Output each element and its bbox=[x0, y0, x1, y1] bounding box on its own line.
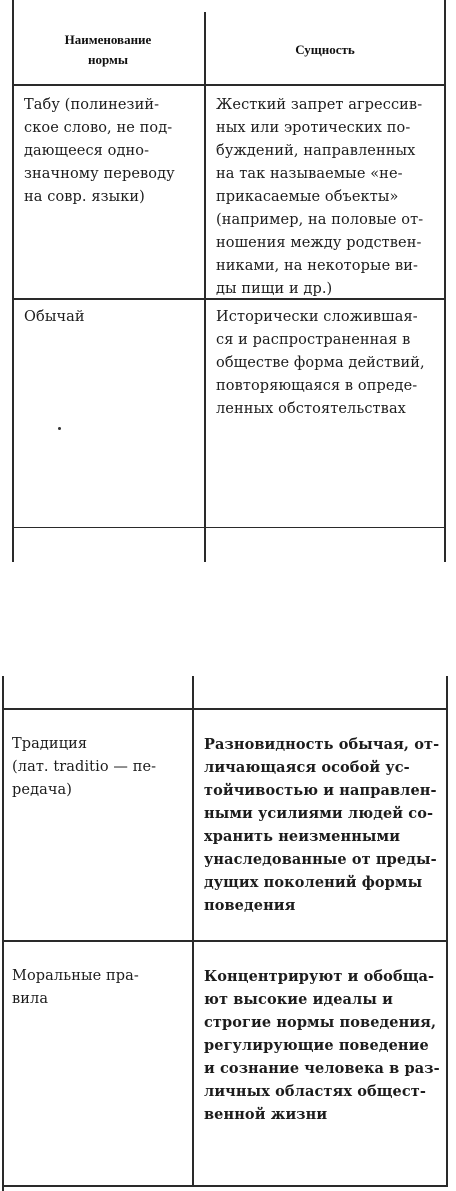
table-row-name-custom: Обычай bbox=[24, 309, 85, 325]
table-row-essence-custom: Исторически сложившая- ся и распространенная в обществе форма действий, повторяющаяся в опреде- ленных обстоятельствах bbox=[216, 309, 425, 417]
header-name-column: Наименование нормы bbox=[64, 32, 152, 67]
table-bottom-column-divider bbox=[192, 676, 194, 1186]
table-bottom-bottom-rule bbox=[2, 1185, 448, 1187]
table-bottom-top-rule bbox=[2, 708, 448, 710]
table-row-essence-taboo: Жесткий запрет агрессив- ных или эротических по- буждений, направленных на так называемые «не- прикасаемые объекты» (например, на половые от- ношения между родствен- никами, на некоторые ви- ды пищи и др.) bbox=[216, 97, 424, 297]
table-row-essence-tradition: Разновидность обычая, от- личающаяся особой ус- тойчивостью и направлен- ными усилиями людей со- хранить неизменными унаследованные от преды- дущих поколений формы поведения bbox=[204, 736, 440, 914]
table-row-name-taboo: Табу (полинезий- ское слово, не под- дающееся одно- значному переводу на совр. языки) bbox=[24, 97, 175, 205]
table-top-row-rule-2 bbox=[12, 527, 446, 528]
table-bottom-left-border bbox=[2, 676, 4, 1191]
header-essence-column: Сущность bbox=[295, 42, 355, 57]
table-row-essence-moral-rules: Концентрируют и обобща- ют высокие идеалы и строгие нормы поведения, регулирующие поведение и сознание человека в раз- личных областях общест- венной жизни bbox=[204, 968, 440, 1123]
table-row-name-tradition: Традиция (лат. traditio — пе- редача) bbox=[12, 736, 157, 798]
table-bottom-row-rule bbox=[2, 940, 448, 942]
table-top-column-divider bbox=[204, 12, 206, 562]
table-row-name-moral-rules: Моральные пра- вила bbox=[12, 968, 139, 1007]
speck-mark bbox=[58, 427, 61, 430]
table-bottom-right-border bbox=[446, 676, 448, 1186]
table-top-header-rule bbox=[12, 84, 446, 86]
